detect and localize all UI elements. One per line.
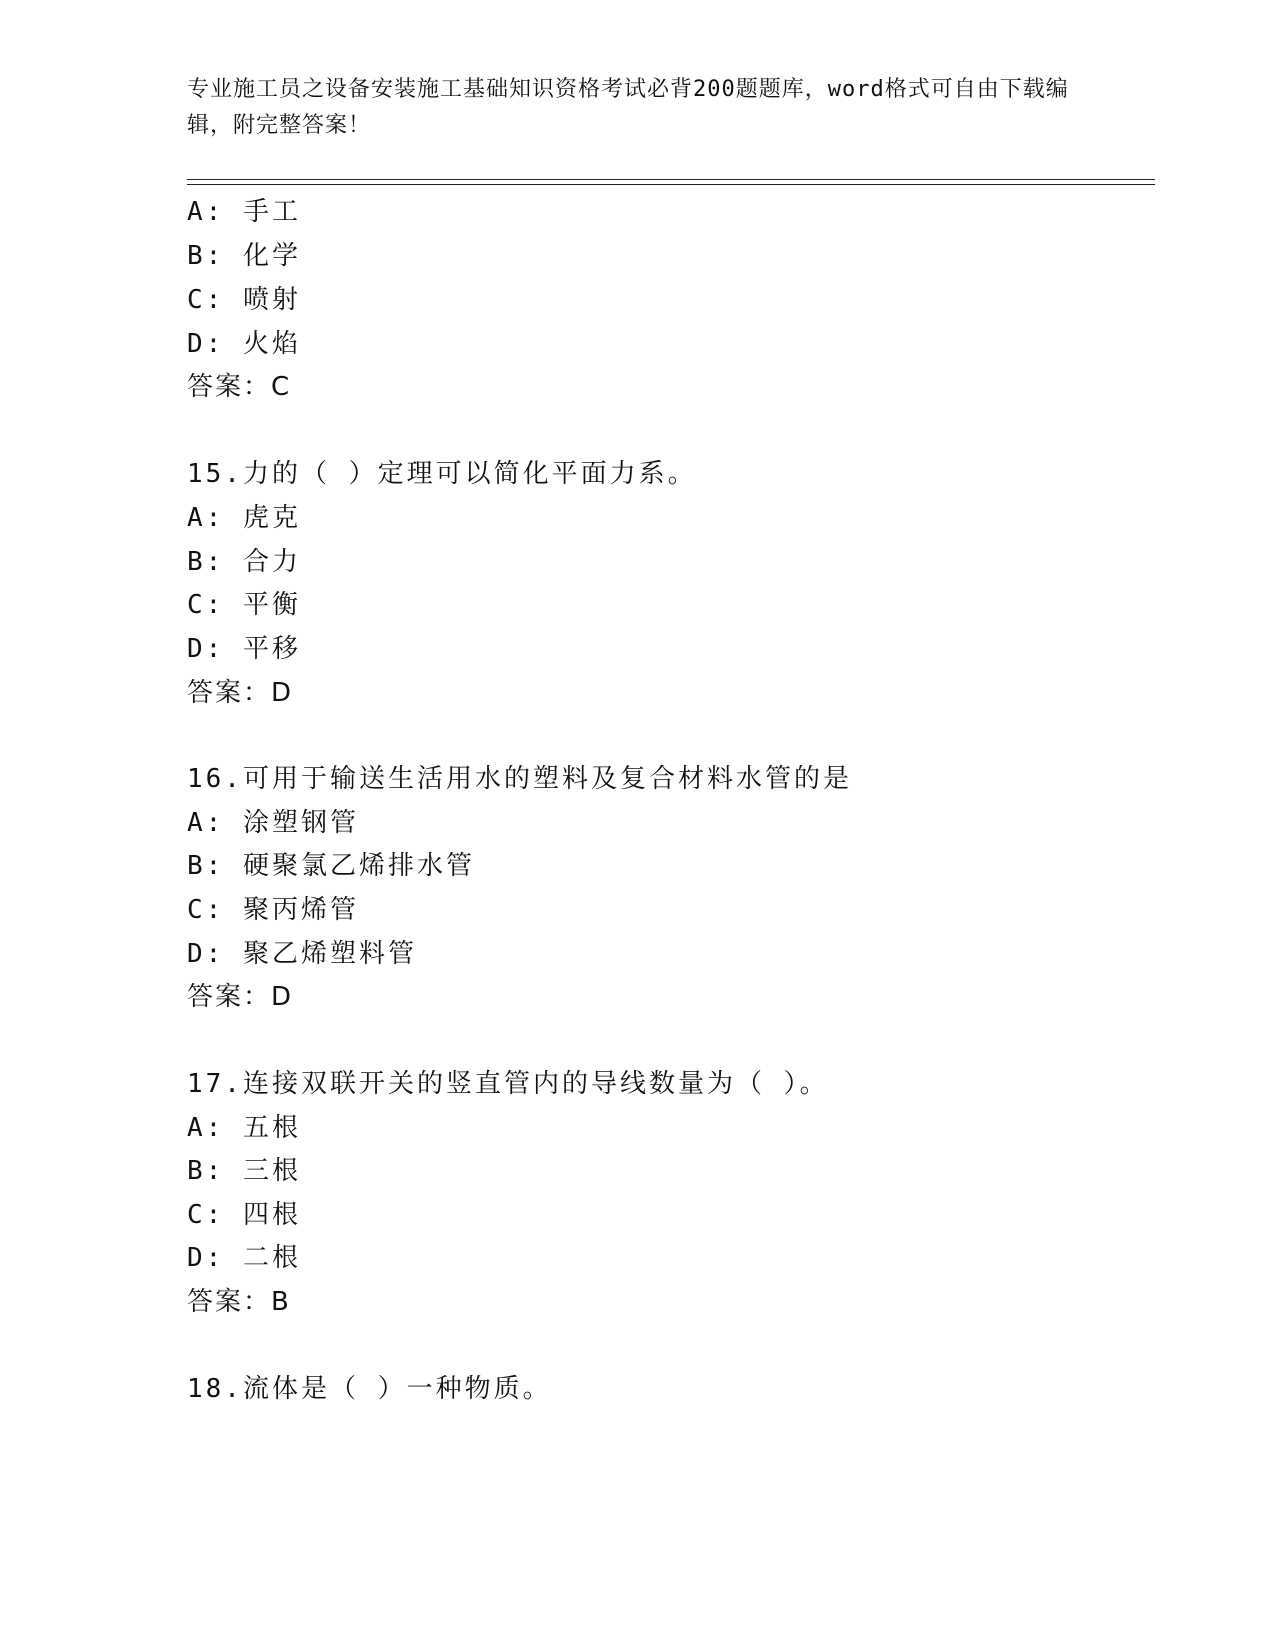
header-divider-top <box>187 179 1155 180</box>
q17-answer: 答案：B <box>187 1287 291 1317</box>
q17-option-b: B: 三根 <box>187 1156 301 1186</box>
q17-option-a: A: 五根 <box>187 1113 301 1143</box>
q17-option-d: D: 二根 <box>187 1243 301 1273</box>
q16-question: 16.可用于输送生活用水的塑料及复合材料水管的是 <box>187 764 852 794</box>
q15-option-d: D: 平移 <box>187 634 301 664</box>
q16-option-b: B: 硬聚氯乙烯排水管 <box>187 851 475 881</box>
header-divider-bottom <box>187 184 1155 185</box>
q17-question: 17.连接双联开关的竖直管内的导线数量为（ ）。 <box>187 1069 829 1099</box>
q14-option-d: D: 火焰 <box>187 329 301 359</box>
q18-question: 18.流体是（ ）一种物质。 <box>187 1374 552 1404</box>
document-title: 专业施工员之设备安装施工基础知识资格考试必背200题题库，word格式可自由下载编辑，附完整答案！ <box>187 77 1069 138</box>
q16-option-d: D: 聚乙烯塑料管 <box>187 939 417 969</box>
q15-option-a: A: 虎克 <box>187 503 301 533</box>
q14-option-a: A: 手工 <box>187 197 301 227</box>
q16-option-a: A: 涂塑钢管 <box>187 808 359 838</box>
q15-question: 15.力的（ ）定理可以简化平面力系。 <box>187 459 697 489</box>
q14-answer: 答案：C <box>187 372 292 402</box>
q17-option-c: C: 四根 <box>187 1200 301 1230</box>
q14-option-c: C: 喷射 <box>187 285 301 315</box>
q14-option-b: B: 化学 <box>187 241 301 271</box>
q16-option-c: C: 聚丙烯管 <box>187 895 359 925</box>
q15-option-b: B: 合力 <box>187 547 301 577</box>
q16-answer: 答案：D <box>187 982 294 1012</box>
document-header <box>187 72 1087 144</box>
q15-answer: 答案：D <box>187 678 294 708</box>
q15-option-c: C: 平衡 <box>187 590 301 620</box>
